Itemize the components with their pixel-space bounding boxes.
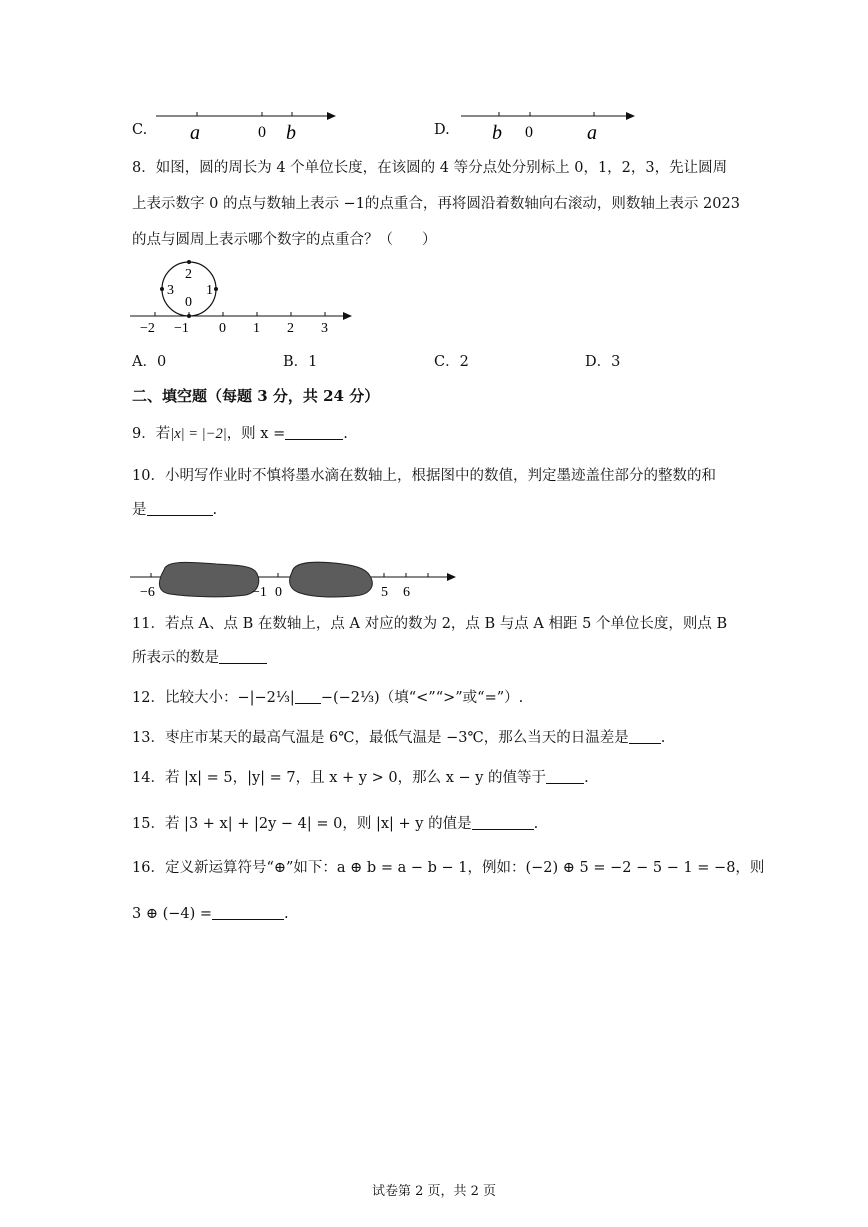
q8-option-a: A．0 [132, 354, 167, 370]
q7-c-mark-a: a [190, 122, 200, 144]
q13-text: 13．枣庄市某天的最高气温是 6℃，最低气温是 −3℃，那么当天的日温差是 [132, 730, 629, 746]
q7-option-d-label: D. [434, 122, 450, 138]
q8-option-d: D．3 [585, 354, 621, 370]
q8-circle-label-0: 0 [185, 295, 192, 310]
q9-suffix: ，则 x = [226, 426, 286, 442]
q11-line1: 11．若点 A、点 B 在数轴上，点 A 对应的数为 2，点 B 与点 A 相距 5 个单位长度，则点 B [132, 616, 728, 632]
q7-option-c-label: C. [132, 122, 148, 138]
q12-prefix: 12．比较大小： [132, 690, 238, 706]
q10-axis-label-5: 5 [381, 585, 388, 600]
q8-option-c: C．2 [434, 354, 469, 370]
q13-answer-blank[interactable] [629, 729, 661, 744]
q11-line2 [132, 648, 267, 668]
q8-circle-label-2: 2 [185, 267, 192, 282]
q12-left-expression: −|−2⅓| [237, 690, 295, 706]
page-footer: 试卷第 2 页，共 2 页 [371, 1184, 497, 1199]
q14-line [132, 768, 589, 788]
q7-d-mark-zero: 0 [525, 124, 533, 141]
q16-line1: 16．定义新运算符号“⊕”如下：a ⊕ b = a − b − 1，例如：(−2) ⊕ 5 = −2 − 5 − 1 = −8，则 [132, 860, 765, 876]
q15-answer-blank[interactable] [472, 815, 534, 830]
q10-axis-label-neg1: −1 [252, 585, 267, 600]
q9-answer-blank[interactable] [285, 425, 343, 440]
q9-end: . [343, 426, 348, 442]
q8-axis-tick-0: 0 [219, 321, 226, 336]
q13-end: . [660, 730, 666, 746]
q7-option-d-number-line [455, 104, 645, 144]
q10-ink-blot-right [290, 562, 373, 597]
q7-d-mark-a: a [587, 122, 597, 144]
q10-answer-blank[interactable] [147, 501, 213, 516]
q7-c-mark-zero: 0 [258, 124, 266, 141]
section2-title: 二、填空题（每题 3 分，共 24 分） [132, 387, 380, 405]
q9-math: |x| = |−2| [170, 426, 227, 442]
q10-line2-text: 是 [132, 502, 147, 518]
q16-answer-blank[interactable] [212, 905, 284, 920]
q15-end: . [533, 816, 539, 832]
q12-right-expression: −(−2⅓) [320, 690, 380, 706]
q10-axis-label-6: 6 [403, 585, 410, 600]
q12-line [132, 688, 523, 708]
q10-ink-blot-left [159, 562, 258, 596]
q16-line2 [132, 904, 289, 924]
q8-option-b: B．1 [283, 354, 318, 370]
q8-axis-tick-1: 1 [253, 321, 260, 336]
q16-line2-text: 3 ⊕ (−4) = [132, 906, 213, 922]
q8-axis-tick-neg1: −1 [174, 321, 189, 336]
q9-prefix: 9．若 [132, 426, 171, 442]
q10-line1: 10．小明写作业时不慎将墨水滴在数轴上，根据图中的数值，判定墨迹盖住部分的整数的和 [132, 468, 716, 484]
q14-text: 14．若 |x| = 5，|y| = 7，且 x + y > 0，那么 x − y 的值等于 [132, 770, 547, 786]
q8-circle-number-line-figure [126, 256, 366, 336]
q8-axis-tick-neg2: −2 [140, 321, 155, 336]
q10-axis-label-0: 0 [275, 585, 282, 600]
q10-end: . [212, 502, 218, 518]
q10-ink-number-line-figure [126, 556, 466, 604]
q15-text: 15．若 |3 + x| + |2y − 4| = 0，则 |x| + y 的值是 [132, 816, 472, 832]
q13-line [132, 728, 665, 748]
q10-axis-label-neg6: −6 [140, 585, 155, 600]
q7-d-mark-b: b [492, 122, 502, 144]
q11-line2-text: 所表示的数是 [132, 650, 219, 666]
q11-answer-blank[interactable] [219, 649, 267, 664]
q15-line [132, 814, 538, 834]
q16-end: . [284, 906, 289, 922]
q7-c-mark-b: b [286, 122, 296, 144]
q12-hint: （填“<”“>”或“=”）. [379, 690, 524, 706]
q8-axis-tick-2: 2 [287, 321, 294, 336]
q8-text-line1: 8．如图，圆的周长为 4 个单位长度，在该圆的 4 等分点处分别标上 0，1，2，3，先让圆周 [132, 160, 728, 176]
q8-axis-tick-3: 3 [321, 321, 328, 336]
q10-line2 [132, 500, 217, 520]
q14-answer-blank[interactable] [546, 769, 584, 784]
q9-line [132, 424, 348, 444]
q8-text-line2: 上表示数字 0 的点与数轴上表示 −1的点重合，再将圆沿着数轴向右滚动，则数轴上表示 2023 [132, 196, 740, 212]
q8-circle-label-1: 1 [206, 283, 213, 298]
q7-option-c-number-line [150, 104, 350, 144]
q12-answer-blank[interactable] [295, 689, 321, 704]
q8-text-line3: 的点与圆周上表示哪个数字的点重合？（ ） [132, 232, 437, 248]
q8-circle-label-3: 3 [167, 283, 174, 298]
q14-end: . [584, 770, 589, 786]
